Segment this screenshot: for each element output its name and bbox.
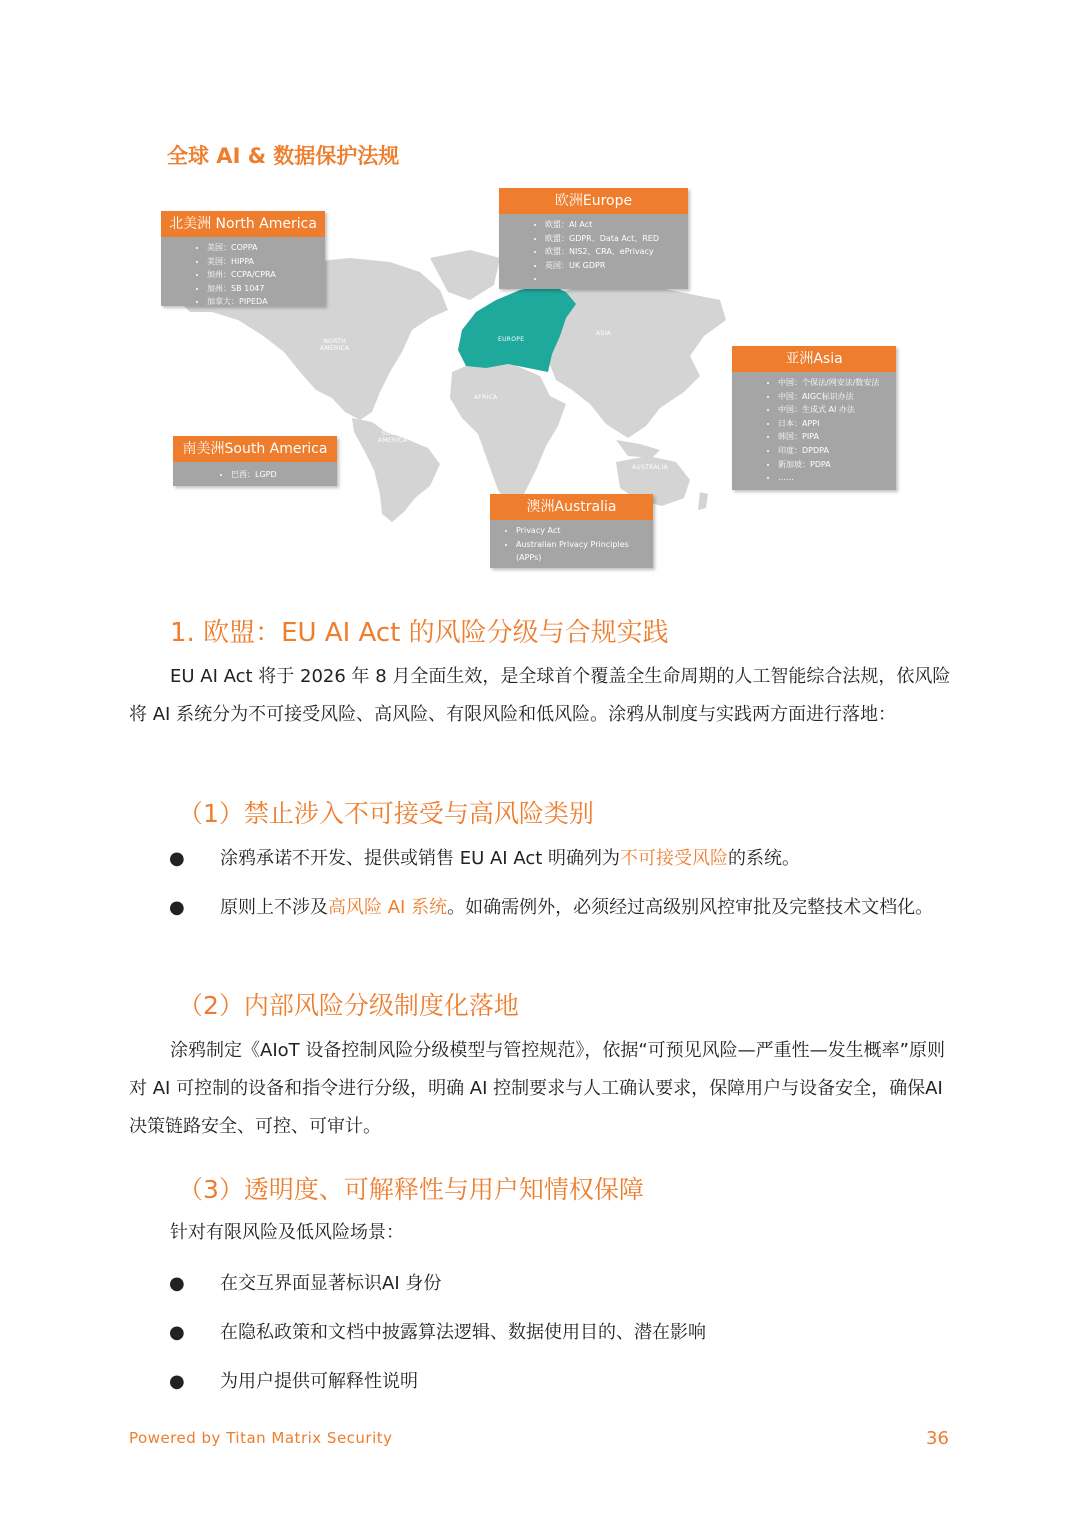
map-label-africa: AFRICA [474,394,498,401]
list-item: • 印度：DPDPA [778,444,896,458]
region-box-australia [490,494,653,568]
bullet-text: 在交互界面显著标识AI 身份 [220,1273,442,1294]
map-label-europe: EUROPE [498,336,525,343]
region-box-south-america [173,436,337,486]
highlight-text: 不可接受风险 [620,848,729,869]
region-title: 南美洲South America [173,436,337,462]
bullet-dot: ● [169,1322,185,1343]
list-item: • 巴西：LGPD [231,468,337,482]
figure-title: 全球 AI & 数据保护法规 [167,144,400,168]
region-box-asia [732,346,896,490]
list-item: • 中国：个保法/网安法/数安法 [778,376,896,390]
intro-paragraph: EU AI Act 将于 2026 年 8 月全面生效，是全球首个覆盖全生命周期的人工智能综合法规，依风险将 AI 系统分为不可接受风险、高风险、有限风险和低风险。涂鸦从制度与实践两方面进行落地： [129,666,951,725]
list-item: • 加州：SB 1047 [207,282,325,296]
bullet-item-4 [129,1314,953,1352]
list-item: • 新加坡：PDPA [778,458,896,472]
list-item: • 中国：AIGC标识办法 [778,390,896,404]
list-item: • 中国：生成式 AI 办法 [778,403,896,417]
paragraph-3-lead: 针对有限风险及低风险场景： [170,1222,404,1243]
bullet-text: 原则上不涉及 [220,897,328,918]
page-number: 36 [926,1428,949,1449]
map-label-south-america: SOUTH AMERICA [378,430,408,444]
paragraph-2: 涂鸦制定《AIoT 设备控制风险分级模型与管控规范》，依据“可预见风险—严重性—发生概率”原则对 AI 可控制的设备和指令进行分级，明确 AI 控制要求与人工确认要求，保障用户与设备安全，确保AI 决策链路安全、可控、可审计。 [129,1040,945,1137]
list-item: • Privacy Act [516,524,647,538]
footer-credit: Powered by Titan Matrix Security [129,1429,393,1447]
list-item: • 日本：APPI [778,417,896,431]
islands-shape [616,440,660,458]
subsection-heading-2: （2）内部风险分级制度化落地 [178,991,519,1020]
list-item: • 英国：UK GDPR [545,259,688,273]
region-box-europe [499,188,688,289]
list-item: • 加州：CCPA/CPRA [207,268,325,282]
list-item: • 韩国：PIPA [778,430,896,444]
map-label-australia: AUSTRALIA [632,464,668,471]
bullet-text: 的系统。 [728,848,801,869]
list-item: • 加拿大：PIPEDA [207,295,325,309]
subsection-heading-3: （3）透明度、可解释性与用户知情权保障 [178,1175,644,1204]
bullet-text: 。如确需例外，必须经过高级别风控审批及完整技术文档化。 [447,897,934,918]
subsection-heading-1: （1）禁止涉入不可接受与高风险类别 [178,799,594,828]
africa-shape [450,360,566,506]
bullet-dot: ● [169,1371,185,1392]
region-title: 亚洲Asia [732,346,896,372]
list-item: • 欧盟：AI Act [545,218,688,232]
bullet-text: 涂鸦承诺不开发、提供或销售 EU AI Act 明确列为 [220,848,621,869]
new-zealand-shape [698,492,708,510]
list-item: • Australian Privacy Principles (APPs) [516,538,647,565]
map-label-asia: ASIA [596,330,611,337]
region-title: 欧洲Europe [499,188,688,214]
bullet-item-3 [129,1265,953,1303]
bullet-item-2 [129,889,953,927]
list-item [545,272,688,286]
list-item: • 欧盟：GDPR、Data Act、RED [545,232,688,246]
map-label-north-america: NORTH AMERICA [320,338,350,352]
bullet-dot: ● [169,897,185,918]
bullet-item-1 [129,840,953,878]
bullet-item-5 [129,1363,953,1401]
region-box-north-america [161,211,325,306]
highlight-text: 高风险 AI 系统 [328,897,448,918]
bullet-dot: ● [169,848,185,869]
list-item: • 美国：HIPPA [207,255,325,269]
bullet-dot: ● [169,1273,185,1294]
list-item: • …… [778,471,896,485]
region-title: 北美洲 North America [161,211,325,237]
list-item: • 欧盟：NIS2、CRA、ePrivacy [545,245,688,259]
list-item: • 美国：COPPA [207,241,325,255]
region-title: 澳洲Australia [490,494,653,520]
bullet-text: 在隐私政策和文档中披露算法逻辑、数据使用目的、潜在影响 [220,1322,706,1343]
bullet-text: 为用户提供可解释性说明 [220,1371,418,1392]
section-heading: 1. 欧盟：EU AI Act 的风险分级与合规实践 [170,618,669,648]
